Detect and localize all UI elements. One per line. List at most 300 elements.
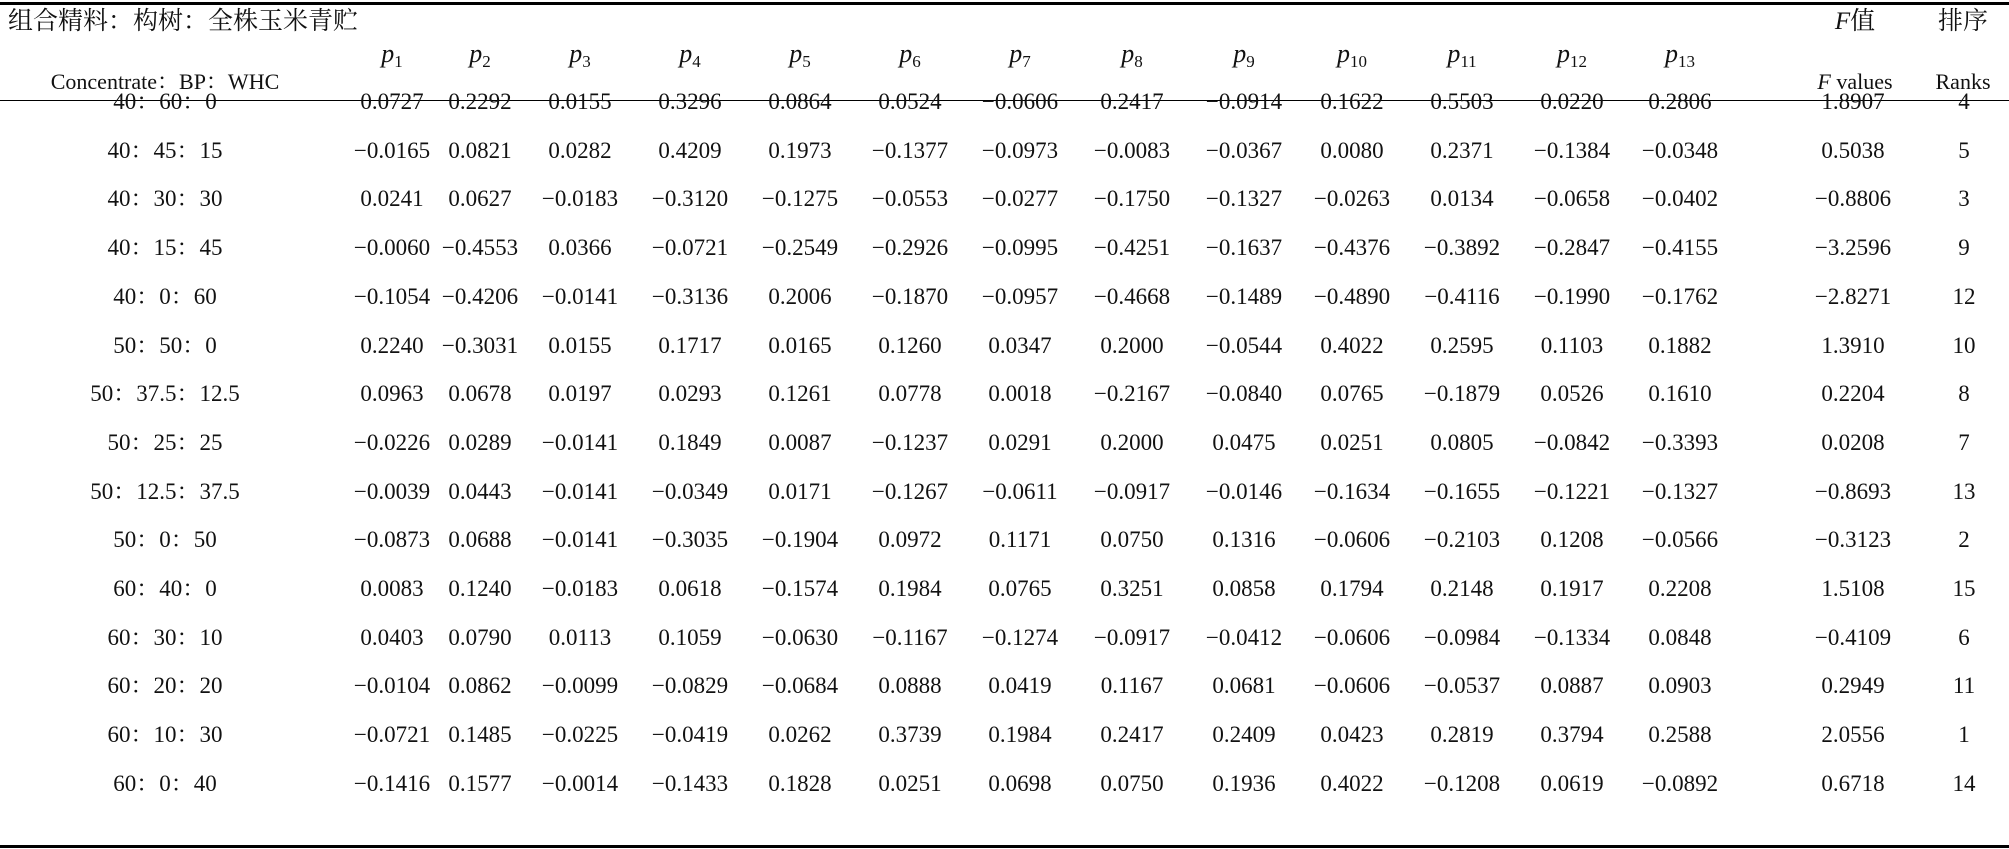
table-row: [0, 224, 2009, 272]
cell-rank: 7: [1958, 429, 1970, 455]
cell-p11: −0.1208: [1423, 770, 1501, 796]
cell-p6: −0.1167: [872, 624, 948, 650]
cell-f-value: 1.5108: [1821, 576, 1885, 601]
cell-p6: 0.0251: [878, 770, 942, 796]
header-p3: [530, 41, 630, 75]
cell-p2: −0.3031: [441, 332, 519, 358]
cell-f-value: 2.0556: [1821, 722, 1885, 748]
header-f-zh: [1800, 9, 1910, 35]
cell-p5: −0.1904: [761, 527, 839, 553]
cell-p11: 0.5503: [1430, 89, 1494, 114]
cell-p4: 0.1059: [658, 624, 722, 650]
cell-p1: −0.0226: [353, 429, 431, 455]
table-row: [0, 614, 2009, 662]
cell-p8: −0.0917: [1093, 624, 1171, 650]
table-row: [0, 662, 2009, 710]
cell-p5: 0.0171: [768, 478, 832, 504]
cell-f-value: −2.8271: [1814, 283, 1892, 309]
cell-p8: 0.2000: [1100, 429, 1164, 455]
cell-f-value: 1.8907: [1821, 89, 1885, 114]
cell-p8: 0.2000: [1100, 332, 1164, 358]
cell-p11: 0.2595: [1430, 332, 1494, 358]
cell-p4: 0.0618: [658, 576, 722, 601]
header-p-symbol: p: [789, 39, 803, 68]
cell-p3: −0.0183: [541, 576, 619, 601]
cell-combination: 40：60：0: [113, 89, 217, 114]
cell-p1: −0.0873: [353, 527, 431, 553]
cell-f-value: −0.8693: [1814, 478, 1892, 504]
header-p-symbol: p: [469, 39, 483, 68]
cell-combination: 50：0：50: [113, 527, 217, 553]
cell-p3: 0.0366: [548, 235, 612, 261]
cell-p2: 0.0289: [448, 429, 512, 455]
header-combo-zh: 组合精料：构树：全株玉米青贮: [8, 8, 359, 35]
table-top-rule: [0, 2, 2009, 5]
header-rank-en: Ranks: [1935, 69, 1991, 94]
cell-p2: 0.0821: [448, 137, 512, 163]
header-p-subscript: 4: [692, 52, 701, 71]
cell-p7: −0.0995: [981, 235, 1059, 261]
cell-p3: 0.0113: [548, 624, 612, 650]
cell-p11: −0.4116: [1424, 283, 1500, 309]
cell-f-value: 0.5038: [1821, 137, 1885, 163]
cell-p6: −0.2926: [871, 235, 949, 261]
cell-p7: −0.0277: [981, 186, 1059, 212]
cell-p9: −0.0146: [1205, 478, 1283, 504]
cell-p13: −0.1762: [1641, 283, 1719, 309]
cell-p11: 0.0134: [1430, 186, 1494, 212]
cell-p8: 0.2417: [1100, 89, 1164, 114]
cell-p10: 0.0080: [1320, 137, 1384, 163]
cell-p9: −0.0914: [1205, 89, 1283, 114]
cell-combination: 50：50：0: [113, 332, 217, 358]
cell-p5: 0.1261: [768, 381, 832, 407]
header-p7: [970, 41, 1070, 75]
cell-rank: 11: [1952, 673, 1976, 699]
cell-f-value: −0.8806: [1814, 186, 1892, 212]
cell-p10: −0.0606: [1313, 624, 1391, 650]
cell-p1: 0.0403: [360, 624, 424, 650]
cell-p5: −0.1275: [761, 186, 839, 212]
header-p-subscript: 5: [802, 52, 811, 71]
table-row: [0, 711, 2009, 759]
cell-p1: −0.0039: [353, 478, 431, 504]
header-p-symbol: p: [679, 39, 693, 68]
header-f-zh-text: 值: [1850, 8, 1876, 35]
cell-p2: 0.1240: [448, 576, 512, 601]
cell-rank: 12: [1952, 283, 1976, 309]
cell-p11: 0.2148: [1430, 576, 1494, 601]
cell-p12: −0.1384: [1533, 137, 1611, 163]
table-row: [0, 78, 2009, 126]
cell-p2: 0.2292: [448, 89, 512, 114]
cell-p2: 0.0688: [448, 527, 512, 553]
cell-p2: 0.0790: [448, 624, 512, 650]
cell-p2: 0.1577: [448, 770, 512, 796]
cell-p3: 0.0155: [548, 332, 612, 358]
cell-p10: 0.1622: [1320, 89, 1384, 114]
header-p9: [1194, 41, 1294, 75]
cell-p7: 0.0347: [988, 332, 1052, 358]
table-row: [0, 468, 2009, 516]
cell-p1: −0.0104: [353, 673, 431, 699]
header-p12: [1522, 41, 1622, 75]
header-p8: [1082, 41, 1182, 75]
cell-p6: −0.0553: [871, 186, 949, 212]
cell-p8: −0.0917: [1093, 478, 1171, 504]
cell-p3: −0.0014: [541, 770, 619, 796]
header-p-subscript: 10: [1350, 52, 1367, 71]
cell-p1: 0.0963: [360, 381, 424, 407]
cell-p7: 0.0698: [988, 770, 1052, 796]
cell-rank: 9: [1958, 235, 1970, 261]
header-f-zh-symbol: F: [1834, 8, 1851, 35]
header-p-subscript: 8: [1134, 52, 1143, 71]
cell-p4: 0.4209: [658, 137, 722, 163]
cell-p9: −0.1637: [1205, 235, 1283, 261]
cell-p2: −0.4553: [441, 235, 519, 261]
cell-p9: 0.1316: [1212, 527, 1276, 553]
cell-p3: −0.0141: [541, 527, 619, 553]
cell-p10: −0.0263: [1313, 186, 1391, 212]
header-p-subscript: 1: [394, 52, 403, 71]
header-p-subscript: 9: [1246, 52, 1255, 71]
header-p-symbol: p: [1121, 39, 1135, 68]
table-bottom-rule: [0, 845, 2009, 848]
cell-rank: 2: [1958, 527, 1970, 553]
cell-p10: 0.4022: [1320, 770, 1384, 796]
cell-f-value: 0.2949: [1821, 673, 1885, 699]
cell-p9: −0.0840: [1205, 381, 1283, 407]
cell-p13: 0.2208: [1648, 576, 1712, 601]
cell-p9: 0.0475: [1212, 429, 1276, 455]
cell-p13: −0.0566: [1641, 527, 1719, 553]
cell-p8: 0.1167: [1100, 673, 1164, 699]
cell-p2: 0.0443: [448, 478, 512, 504]
cell-p7: −0.0973: [981, 137, 1059, 163]
cell-p3: −0.0099: [541, 673, 619, 699]
cell-p10: −0.4890: [1313, 283, 1391, 309]
header-p-subscript: 7: [1022, 52, 1031, 71]
header-p1: [342, 41, 442, 75]
cell-p13: 0.2806: [1648, 89, 1712, 114]
cell-p5: −0.0630: [761, 624, 839, 650]
cell-f-value: −3.2596: [1814, 235, 1892, 261]
cell-p10: 0.1794: [1320, 576, 1384, 601]
cell-p13: −0.0892: [1641, 770, 1719, 796]
cell-combination: 40：30：30: [107, 186, 223, 212]
cell-p10: −0.0606: [1313, 527, 1391, 553]
cell-p8: −0.1750: [1093, 186, 1171, 212]
cell-combination: 40：45：15: [107, 137, 223, 163]
cell-p6: 0.0972: [878, 527, 942, 553]
cell-p1: −0.0721: [353, 722, 431, 748]
cell-p4: −0.0419: [651, 722, 729, 748]
table-row: [0, 273, 2009, 321]
header-rank-zh: 排序: [1937, 8, 1988, 35]
table-row: [0, 127, 2009, 175]
cell-p5: 0.0262: [768, 722, 832, 748]
cell-combination: 60：0：40: [113, 770, 217, 796]
cell-p1: 0.0241: [360, 186, 424, 212]
cell-p12: 0.1917: [1540, 576, 1604, 601]
cell-p5: −0.2549: [761, 235, 839, 261]
header-p11: [1412, 41, 1512, 75]
cell-p4: −0.3035: [651, 527, 729, 553]
cell-p8: −0.0083: [1093, 137, 1171, 163]
cell-p13: 0.1610: [1648, 381, 1712, 407]
cell-p12: 0.0619: [1540, 770, 1604, 796]
cell-p10: 0.0765: [1320, 381, 1384, 407]
cell-p4: 0.0293: [658, 381, 722, 407]
cell-f-value: −0.3123: [1814, 527, 1892, 553]
cell-p1: 0.2240: [360, 332, 424, 358]
header-p-symbol: p: [1447, 39, 1461, 68]
header-p-subscript: 13: [1678, 52, 1695, 71]
cell-p11: −0.0984: [1423, 624, 1501, 650]
header-p10: [1302, 41, 1402, 75]
cell-f-value: 0.2204: [1821, 381, 1885, 407]
cell-p1: −0.0060: [353, 235, 431, 261]
cell-p13: 0.2588: [1648, 722, 1712, 748]
cell-rank: 4: [1958, 89, 1970, 114]
cell-p11: 0.2819: [1430, 722, 1494, 748]
header-p-subscript: 3: [582, 52, 591, 71]
cell-rank: 10: [1952, 332, 1976, 358]
header-p5: [750, 41, 850, 75]
cell-combination: 60：30：10: [107, 624, 223, 650]
cell-p9: 0.0858: [1212, 576, 1276, 601]
cell-p5: 0.1828: [768, 770, 832, 796]
cell-p13: 0.0903: [1648, 673, 1712, 699]
cell-rank: 8: [1958, 381, 1970, 407]
cell-p5: 0.2006: [768, 283, 832, 309]
cell-p7: 0.1984: [988, 722, 1052, 748]
cell-p4: −0.1433: [651, 770, 729, 796]
cell-f-value: 0.0208: [1821, 429, 1885, 455]
cell-p13: −0.0402: [1641, 186, 1719, 212]
cell-p1: 0.0727: [360, 89, 424, 114]
cell-p11: −0.0537: [1423, 673, 1501, 699]
header-p-symbol: p: [1337, 39, 1350, 68]
cell-p11: 0.0805: [1430, 429, 1494, 455]
cell-p6: 0.0524: [878, 89, 942, 114]
cell-p13: 0.1882: [1648, 332, 1712, 358]
cell-p11: 0.2371: [1430, 137, 1494, 163]
cell-p7: 0.0419: [988, 673, 1052, 699]
cell-p10: −0.0606: [1313, 673, 1391, 699]
cell-p12: −0.2847: [1533, 235, 1611, 261]
cell-p7: −0.0957: [981, 283, 1059, 309]
cell-p9: 0.1936: [1212, 770, 1276, 796]
cell-p8: 0.0750: [1100, 770, 1164, 796]
cell-p3: −0.0141: [541, 478, 619, 504]
cell-p13: 0.0848: [1648, 624, 1712, 650]
cell-p10: 0.0423: [1320, 722, 1384, 748]
header-p-subscript: 11: [1460, 52, 1477, 71]
cell-p12: 0.3794: [1540, 722, 1604, 748]
header-p-symbol: p: [1557, 39, 1570, 68]
cell-p11: −0.2103: [1423, 527, 1501, 553]
header-p13: [1630, 41, 1730, 75]
cell-p2: −0.4206: [441, 283, 519, 309]
cell-combination: 60：40：0: [113, 576, 217, 601]
cell-combination: 50：37.5：12.5: [90, 381, 240, 407]
cell-p10: −0.1634: [1313, 478, 1391, 504]
cell-rank: 13: [1952, 478, 1976, 504]
table-row: [0, 516, 2009, 564]
header-f-en-symbol: F: [1817, 69, 1831, 94]
cell-p13: −0.4155: [1641, 235, 1719, 261]
cell-p7: 0.0765: [988, 576, 1052, 601]
header-p-subscript: 12: [1570, 52, 1587, 71]
header-p-symbol: p: [569, 39, 583, 68]
cell-p6: 0.0778: [878, 381, 942, 407]
cell-p5: 0.1973: [768, 137, 832, 163]
cell-p1: −0.1416: [353, 770, 431, 796]
cell-p2: 0.0627: [448, 186, 512, 212]
header-p-symbol: p: [381, 39, 395, 68]
cell-p12: 0.0887: [1540, 673, 1604, 699]
table-row: [0, 370, 2009, 418]
cell-p5: 0.0864: [768, 89, 832, 114]
cell-combination: 50：12.5：37.5: [90, 478, 240, 504]
header-combo-en: Concentrate：BP：WHC: [50, 69, 280, 94]
header-p-subscript: 2: [482, 52, 491, 71]
cell-p4: −0.3136: [651, 283, 729, 309]
cell-combination: 40：15：45: [107, 235, 223, 261]
cell-p12: 0.0220: [1540, 89, 1604, 114]
cell-p2: 0.0862: [448, 673, 512, 699]
cell-p4: 0.1849: [658, 429, 722, 455]
cell-combination: 50：25：25: [107, 429, 223, 455]
table-row: [0, 565, 2009, 613]
cell-p3: 0.0282: [548, 137, 612, 163]
cell-p7: −0.0606: [981, 89, 1059, 114]
cell-f-value: 0.6718: [1821, 770, 1885, 796]
cell-p7: 0.0018: [988, 381, 1052, 407]
header-p6: [860, 41, 960, 75]
cell-p10: 0.0251: [1320, 429, 1384, 455]
cell-p9: −0.0412: [1205, 624, 1283, 650]
cell-p5: 0.0165: [768, 332, 832, 358]
cell-p2: 0.1485: [448, 722, 512, 748]
cell-p8: 0.0750: [1100, 527, 1164, 553]
header-p4: [640, 41, 740, 75]
cell-p13: −0.0348: [1641, 137, 1719, 163]
table-row: [0, 419, 2009, 467]
cell-p3: −0.0141: [541, 429, 619, 455]
cell-p3: 0.0155: [548, 89, 612, 114]
cell-p6: −0.1237: [871, 429, 949, 455]
cell-p11: −0.3892: [1423, 235, 1501, 261]
header-p2: [430, 41, 530, 75]
cell-p12: 0.1208: [1540, 527, 1604, 553]
header-p-subscript: 6: [912, 52, 921, 71]
cell-p12: −0.0842: [1533, 429, 1611, 455]
cell-p11: −0.1655: [1423, 478, 1501, 504]
table-row: [0, 322, 2009, 370]
cell-rank: 3: [1958, 186, 1970, 212]
cell-p7: 0.1171: [988, 527, 1052, 553]
cell-p5: −0.1574: [761, 576, 839, 601]
header-f-en-text: values: [1830, 69, 1893, 94]
cell-p9: −0.0367: [1205, 137, 1283, 163]
cell-p1: 0.0083: [360, 576, 424, 601]
cell-p4: −0.0349: [651, 478, 729, 504]
cell-p1: −0.1054: [353, 283, 431, 309]
cell-p10: 0.4022: [1320, 332, 1384, 358]
cell-p5: −0.0684: [761, 673, 839, 699]
cell-p8: −0.2167: [1093, 381, 1171, 407]
cell-p6: 0.0888: [878, 673, 942, 699]
cell-p4: −0.0829: [651, 673, 729, 699]
cell-f-value: 1.3910: [1821, 332, 1885, 358]
cell-combination: 60：10：30: [107, 722, 223, 748]
cell-p8: 0.2417: [1100, 722, 1164, 748]
cell-p6: −0.1377: [871, 137, 949, 163]
cell-p9: 0.0681: [1212, 673, 1276, 699]
cell-p6: −0.1870: [871, 283, 949, 309]
cell-rank: 14: [1952, 770, 1976, 796]
cell-p7: −0.1274: [981, 624, 1059, 650]
cell-p4: −0.0721: [651, 235, 729, 261]
cell-p3: −0.0141: [541, 283, 619, 309]
cell-p1: −0.0165: [353, 137, 431, 163]
cell-p12: 0.1103: [1540, 332, 1604, 358]
cell-p12: −0.0658: [1533, 186, 1611, 212]
cell-p3: −0.0225: [541, 722, 619, 748]
cell-p4: −0.3120: [651, 186, 729, 212]
cell-p10: −0.4376: [1313, 235, 1391, 261]
cell-rank: 1: [1958, 722, 1970, 748]
cell-p3: 0.0197: [548, 381, 612, 407]
cell-p8: −0.4251: [1093, 235, 1171, 261]
cell-p6: 0.3739: [878, 722, 942, 748]
cell-p12: 0.0526: [1540, 381, 1604, 407]
cell-p6: 0.1260: [878, 332, 942, 358]
cell-p9: −0.1327: [1205, 186, 1283, 212]
cell-f-value: −0.4109: [1814, 624, 1892, 650]
cell-p8: 0.3251: [1100, 576, 1164, 601]
cell-p11: −0.1879: [1423, 381, 1501, 407]
cell-p12: −0.1334: [1533, 624, 1611, 650]
cell-p6: 0.1984: [878, 576, 942, 601]
cell-p13: −0.1327: [1641, 478, 1719, 504]
header-p-symbol: p: [1665, 39, 1678, 68]
cell-p6: −0.1267: [871, 478, 949, 504]
header-p-symbol: p: [899, 39, 913, 68]
cell-rank: 6: [1958, 624, 1970, 650]
cell-p9: 0.2409: [1212, 722, 1276, 748]
cell-p12: −0.1990: [1533, 283, 1611, 309]
cell-p9: −0.1489: [1205, 283, 1283, 309]
header-p-symbol: p: [1009, 39, 1023, 68]
table-row: [0, 175, 2009, 223]
cell-p5: 0.0087: [768, 429, 832, 455]
cell-combination: 60：20：20: [107, 673, 223, 699]
cell-p4: 0.3296: [658, 89, 722, 114]
header-p-symbol: p: [1233, 39, 1247, 68]
cell-rank: 15: [1952, 576, 1976, 601]
cell-p12: −0.1221: [1533, 478, 1611, 504]
cell-combination: 40：0：60: [113, 283, 217, 309]
cell-p2: 0.0678: [448, 381, 512, 407]
cell-p8: −0.4668: [1093, 283, 1171, 309]
cell-p7: 0.0291: [988, 429, 1052, 455]
cell-p3: −0.0183: [541, 186, 619, 212]
table-row: [0, 760, 2009, 808]
